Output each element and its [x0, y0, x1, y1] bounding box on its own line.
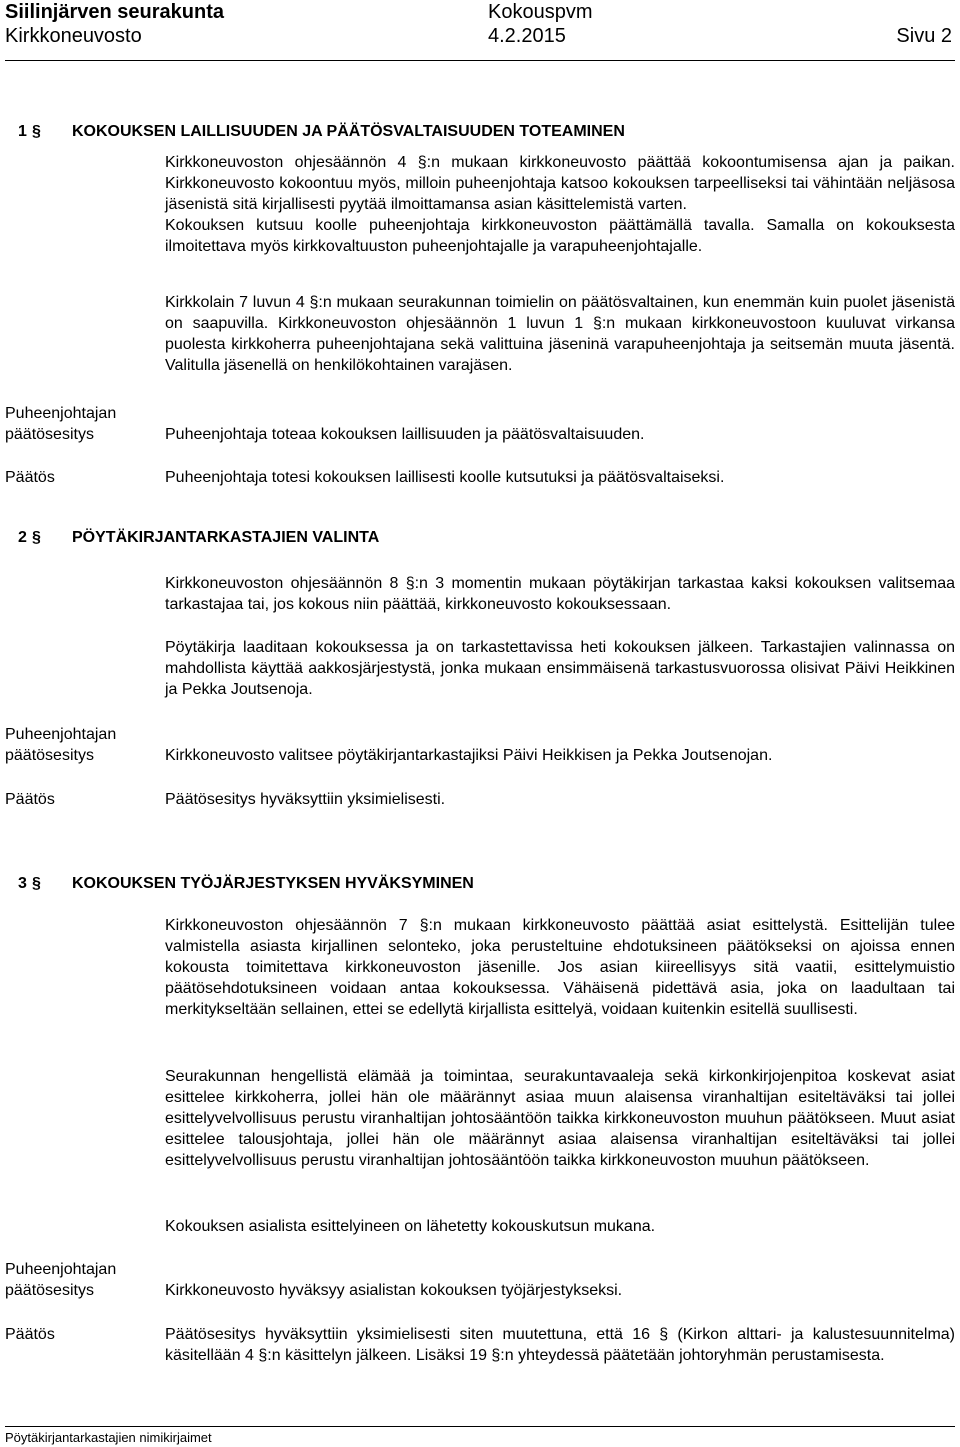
organization-name: Siilinjärven seurakunta — [5, 1, 224, 23]
section-3-proposal-label — [5, 1259, 116, 1301]
footer-divider — [5, 1426, 955, 1427]
section-number: 2 — [18, 529, 27, 546]
meeting-date: 4.2.2015 — [488, 25, 566, 47]
section-1-proposal-label — [5, 403, 116, 445]
section-3-decision: Päätösesitys hyväksyttiin yksimielisesti siten muutettuna, että 16 § (Kirkon alttari- ja kalustesuunnitelma) käsitellään 4 §:n käsittelyn jälkeen. Lisäksi 19 §:n yhteydessä päätetään johtoryhmän perustamisesta. — [165, 1326, 955, 1364]
section-sign: § — [32, 123, 41, 140]
section-1-paragraph-1 — [165, 152, 955, 257]
paragraph-sentence: Seurakunnan hengellistä elämää ja toimintaa, seurakuntavaaleja sekä kirkonkirjojenpitoa koskevat asiat esittelee kirkkoherra, jollei hän ole määrännyt asiaa muun alaisensa viranhaltijan esiteltäväksi tai jollei esittelyvelvollisuus perustu viranhaltijan johtosääntöön taikka kirkkoneuvoston muuhun päätökseen. Muut asiat esittelee talousjohtaja, jollei hän ole määrännyt asiaa alaisensa viranhaltijan esiteltäväksi tai jollei esittelyvelvollisuus perustu viranhaltijan johtosääntöön taikka kirkkoneuvoston muuhun päätökseen. — [165, 1068, 955, 1169]
header-row-2 — [5, 24, 952, 48]
header-row-1 — [5, 0, 952, 24]
section-3-paragraph-1 — [165, 915, 955, 1020]
section-1-decision-label: Päätös — [5, 469, 55, 486]
section-3-paragraph-3 — [165, 1216, 955, 1237]
label-line: päätösesitys — [5, 1282, 94, 1299]
header-divider — [5, 60, 955, 61]
section-3-proposal: Kirkkoneuvosto hyväksyy asialistan kokouksen työjärjestykseksi. — [165, 1282, 623, 1299]
paragraph-sentence: Kirkkoneuvoston ohjesäännön 7 §:n mukaan kirkkoneuvosto päättää asiat esittelystä. Esittelijän tulee valmistella asiasta kirjallinen selonteko, joka perusteltuine ehdotuksineen päätökseksi on ajoissa ennen kokousta toimitettava kirkkoneuvoston jäsenille. Jos asian kiireellisyys sitä vaatii, esittelymuistio päätösehdotuksineen voidaan antaa kokouksessa. Vähäisenä pidettävä asia, joka on laadultaan tai merkitykseltään sellainen, ettei se edellytä kirjallista esittelyä, voidaan kuitenkin esitellä suullisesti. — [165, 917, 955, 1018]
section-1-heading — [18, 122, 940, 142]
meeting-date-label: Kokouspvm — [488, 1, 593, 23]
paragraph-sentence: Kirkkolain 7 luvun 4 §:n mukaan seurakunnan toimielin on päätösvaltainen, kun enemmän kuin puolet jäsenistä on saapuvilla. Kirkkoneuvoston ohjesäännön 1 luvun 1 §:n mukaan kirkkoneuvostoon kuuluvat virkansa puolesta kirkkoherra puheenjohtajana sekä valittuina jäseninä varapuheenjohtaja ja seitsemän muuta jäsentä. Valitulla jäsenellä on henkilökohtainen varajäsen. — [165, 294, 955, 374]
section-sign: § — [32, 529, 41, 546]
paragraph-sentence: Kirkkoneuvoston ohjesäännön 4 §:n mukaan kirkkoneuvosto päättää kokoontumisensa ajan ja paikan. Kirkkoneuvosto kokoontuu myös, milloin puheenjohtaja katsoo kokouksen tarpeelliseksi tai vähintään neljäsosa jäsenistä sitä kirjallisesti pyytää ilmoittamansa asian käsittelemistä varten. — [165, 154, 955, 213]
page-number: Sivu 2 — [896, 25, 952, 47]
label-line: Puheenjohtajan — [5, 1261, 117, 1278]
body-name: Kirkkoneuvosto — [5, 25, 142, 47]
section-2-proposal: Kirkkoneuvosto valitsee pöytäkirjantarkastajiksi Päivi Heikkisen ja Pekka Joutsenojan. — [165, 747, 773, 764]
section-2-paragraph-2 — [165, 637, 955, 700]
paragraph-sentence: Pöytäkirja laaditaan kokouksessa ja on tarkastettavissa heti kokouksen jälkeen. Tarkastajien valinnassa on mahdollista käyttää aakkosjärjestystä, jonka mukaan ensimmäisenä tarkastusvuorossa olisivat Päivi Heikkinen ja Pekka Joutsenoja. — [165, 639, 955, 698]
section-3-decision-label: Päätös — [5, 1326, 55, 1343]
section-2-decision: Päätösesitys hyväksyttiin yksimielisesti. — [165, 791, 446, 808]
label-line: päätösesitys — [5, 426, 94, 443]
section-3-heading — [18, 874, 940, 894]
section-title: KOKOUKSEN LAILLISUUDEN JA PÄÄTÖSVALTAISUUDEN TOTEAMINEN — [72, 123, 625, 140]
paragraph-sentence: Kirkkoneuvoston ohjesäännön 8 §:n 3 momentin mukaan pöytäkirjan tarkastaa kaksi kokouksen valitsemaa tarkastajaa tai, jos kokous niin päättää, kirkkoneuvosto kokouksessaan. — [165, 575, 955, 613]
label-line: päätösesitys — [5, 747, 94, 764]
section-1-proposal: Puheenjohtaja toteaa kokouksen laillisuuden ja päätösvaltaisuuden. — [165, 426, 645, 443]
section-2-decision-label: Päätös — [5, 791, 55, 808]
section-3-paragraph-2 — [165, 1066, 955, 1171]
section-2-proposal-label — [5, 724, 116, 766]
section-title: KOKOUKSEN TYÖJÄRJESTYKSEN HYVÄKSYMINEN — [72, 875, 474, 892]
section-sign: § — [32, 875, 41, 892]
footer-initials-label: Pöytäkirjantarkastajien nimikirjaimet — [5, 1430, 212, 1445]
label-line: Puheenjohtajan — [5, 726, 117, 743]
section-title: PÖYTÄKIRJANTARKASTAJIEN VALINTA — [72, 529, 380, 546]
paragraph-sentence: Kokouksen asialista esittelyineen on lähetetty kokouskutsun mukana. — [165, 1218, 656, 1235]
section-2-paragraph-1 — [165, 573, 955, 615]
section-number: 1 — [18, 123, 27, 140]
section-1-paragraph-2 — [165, 292, 955, 376]
paragraph-sentence: Kokouksen kutsuu koolle puheenjohtaja kirkkoneuvoston päättämällä tavalla. Samalla on kokouksesta ilmoitettava myös kirkkovaltuuston puheenjohtajalle ja varapuheenjohtajalle. — [165, 217, 955, 255]
section-1-decision: Puheenjohtaja totesi kokouksen laillisesti koolle kutsutuksi ja päätösvaltaiseksi. — [165, 469, 725, 486]
label-line: Puheenjohtajan — [5, 405, 117, 422]
section-2-heading — [18, 528, 940, 548]
section-number: 3 — [18, 875, 27, 892]
